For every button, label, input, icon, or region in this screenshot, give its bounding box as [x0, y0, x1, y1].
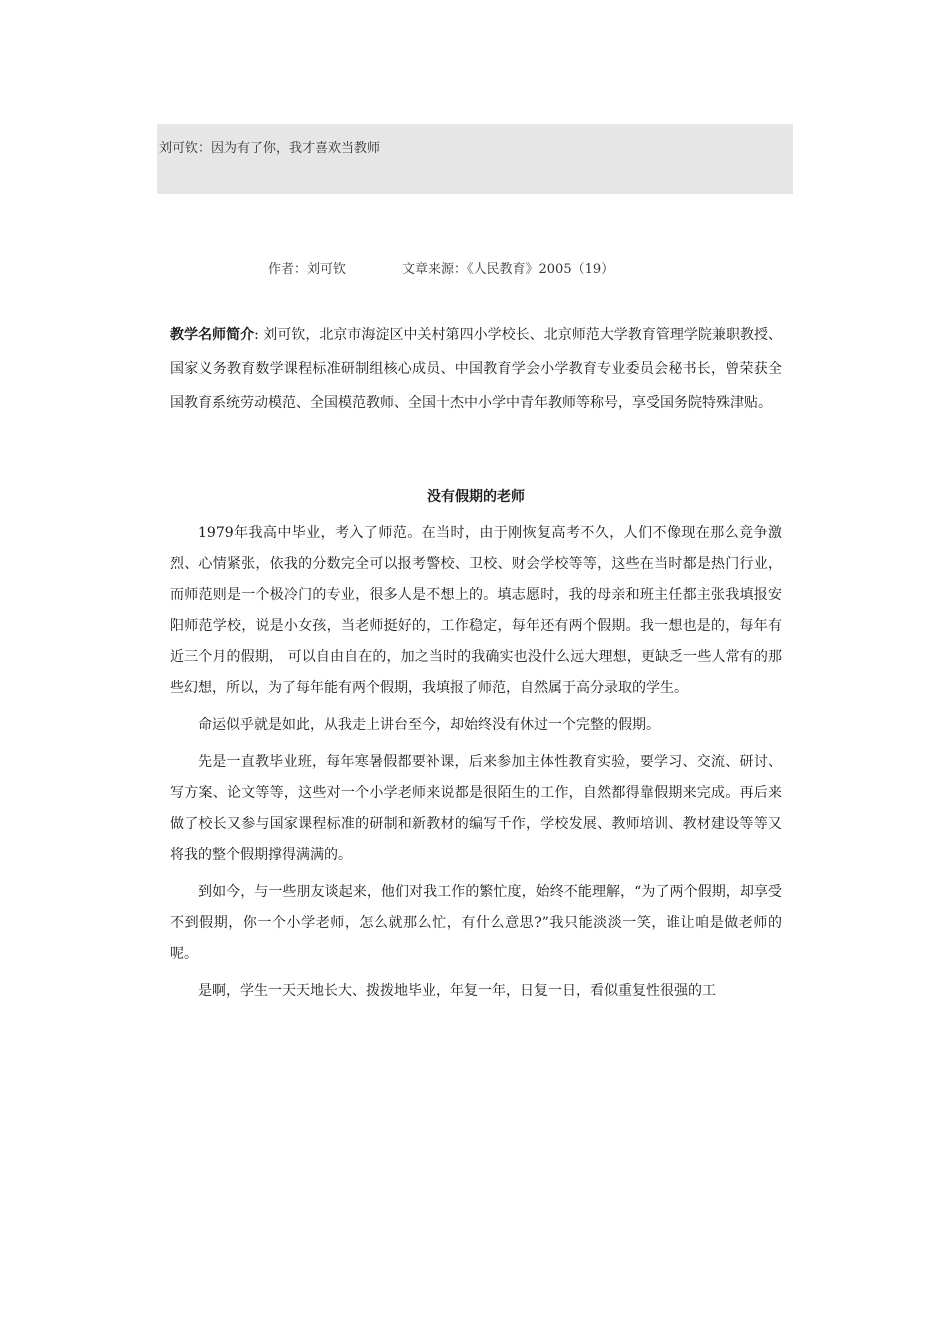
paragraph: 命运似乎就是如此，从我走上讲台至今，却始终没有休过一个完整的假期。	[198, 717, 660, 733]
article-body	[170, 318, 782, 1013]
bio-text: : 刘可钦，北京市海淀区中关村第四小学校长、北京师范大学教育管理学院兼职教授、国家义务教育数学课程标准研制组核心成员、中国教育学会小学教育专业委员会秘书长，曾荣获全国教育系统劳动模范、全国模范教师、全国十杰中小学中青年教师等称号，享受国务院特殊津贴。	[170, 327, 783, 411]
article-meta	[268, 258, 614, 277]
source-line: 文章来源：《人民教育》2005（19）	[402, 262, 615, 277]
paragraph: 先是一直教毕业班，每年寒暑假都要补课，后来参加主体性教育实验，要学习、交流、研讨、写方案、论文等等，这些对一个小学老师来说都是很陌生的工作，自然都得靠假期来完成。再后来做了校长又参与国家课程标准的研制和新教材的编写千作，学校发展、教师培训、教材建设等等又将我的整个假期撑得满满的。	[170, 754, 782, 863]
title-banner	[157, 124, 793, 194]
page-title: 刘可钦：因为有了你，我才喜欢当教师	[159, 141, 381, 156]
section-heading: 没有假期的老师	[427, 489, 525, 505]
author-line: 作者：刘可钦	[268, 262, 347, 277]
paragraph: 1979年我高中毕业，考入了师范。在当时，由于刚恢复高考不久，人们不像现在那么竞争激烈、心情紧张，依我的分数完全可以报考警校、卫校、财会学校等等，这些在当时都是热门行业，而师范则是一个极冷门的专业，很多人是不想上的。填志愿时，我的母亲和班主任都主张我填报安阳师范学校，说是小女孩，当老师挺好的，工作稳定，每年还有两个假期。我一想也是的，每年有近三个月的假期， 可以自由自在的，加之当时的我确实也没什么远大理想，更缺乏一些人常有的那些幻想，所以，为了每年能有两个假期，我填报了师范，自然属于高分录取的学生。	[170, 525, 782, 696]
paragraph: 是啊，学生一天天地长大、拨拨地毕业，年复一年，日复一日，看似重复性很强的工	[198, 983, 716, 999]
bio-label: 教学名师简介	[170, 327, 255, 343]
paragraph: 到如今，与一些朋友谈起来，他们对我工作的繁忙度，始终不能理解，“为了两个假期，却享受不到假期，你一个小学老师，怎么就那么忙，有什么意思?”我只能淡淡一笑，谁让咱是做老师的呢。	[170, 884, 782, 962]
author-bio	[170, 318, 782, 420]
